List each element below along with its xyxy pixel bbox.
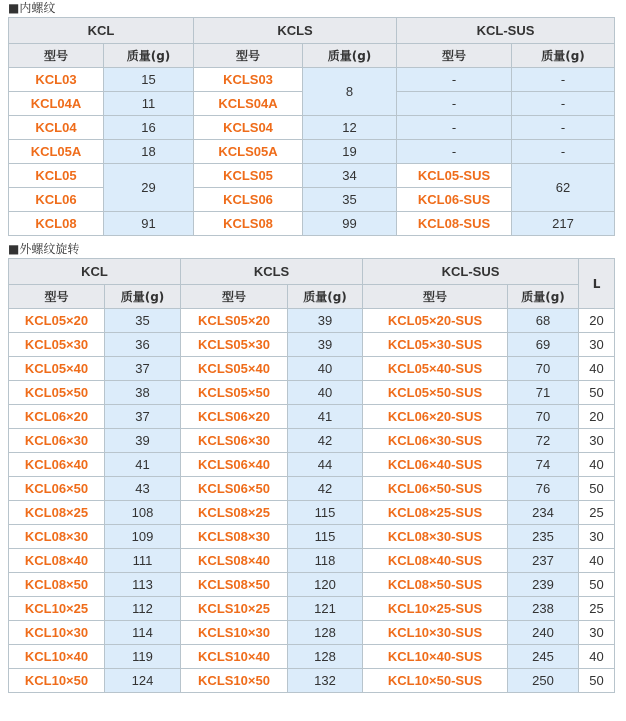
mass-cell: 15 bbox=[104, 68, 194, 92]
length-cell: 40 bbox=[579, 549, 615, 573]
model-cell[interactable]: KCLS06×40 bbox=[181, 453, 288, 477]
model-cell[interactable]: KCL08×30 bbox=[9, 525, 105, 549]
model-cell[interactable]: KCLS06×50 bbox=[181, 477, 288, 501]
mass-cell: 44 bbox=[288, 453, 363, 477]
table-row bbox=[9, 116, 615, 140]
group-header-kcls: KCLS bbox=[181, 259, 363, 285]
mass-cell: 238 bbox=[508, 597, 579, 621]
mass-cell: 35 bbox=[105, 309, 181, 333]
mass-cell: 119 bbox=[105, 645, 181, 669]
model-cell[interactable]: KCLS04A bbox=[194, 92, 303, 116]
mass-cell: 39 bbox=[105, 429, 181, 453]
model-cell[interactable]: KCL05×40-SUS bbox=[363, 357, 508, 381]
col-header-mass: 质量(g) bbox=[288, 285, 363, 309]
col-header-mass: 质量(g) bbox=[104, 44, 194, 68]
col-header-model: 型号 bbox=[397, 44, 512, 68]
length-cell: 30 bbox=[579, 429, 615, 453]
model-cell[interactable]: KCLS08 bbox=[194, 212, 303, 236]
mass-cell: 40 bbox=[288, 357, 363, 381]
table-row bbox=[9, 429, 615, 453]
model-cell[interactable]: KCL08×30-SUS bbox=[363, 525, 508, 549]
length-cell: 50 bbox=[579, 573, 615, 597]
model-cell[interactable]: KCL08×25-SUS bbox=[363, 501, 508, 525]
mass-cell: 240 bbox=[508, 621, 579, 645]
mass-cell: 19 bbox=[303, 140, 397, 164]
model-cell-empty: - bbox=[397, 92, 512, 116]
col-header-model: 型号 bbox=[9, 285, 105, 309]
model-cell[interactable]: KCL05×40 bbox=[9, 357, 105, 381]
mass-cell: 115 bbox=[288, 501, 363, 525]
mass-cell: 124 bbox=[105, 669, 181, 693]
mass-cell: 41 bbox=[288, 405, 363, 429]
model-cell[interactable]: KCL08×50-SUS bbox=[363, 573, 508, 597]
mass-cell: 70 bbox=[508, 357, 579, 381]
model-cell[interactable]: KCL08-SUS bbox=[397, 212, 512, 236]
table-row bbox=[9, 525, 615, 549]
table-row bbox=[9, 140, 615, 164]
model-cell[interactable]: KCL03 bbox=[9, 68, 104, 92]
external-thread-table bbox=[8, 258, 615, 693]
length-cell: 30 bbox=[579, 621, 615, 645]
mass-cell: 118 bbox=[288, 549, 363, 573]
table-row bbox=[9, 164, 615, 188]
mass-cell: 16 bbox=[104, 116, 194, 140]
mass-cell: 132 bbox=[288, 669, 363, 693]
model-cell-empty: - bbox=[397, 140, 512, 164]
model-cell[interactable]: KCL08×40 bbox=[9, 549, 105, 573]
model-cell[interactable]: KCL05×20 bbox=[9, 309, 105, 333]
mass-cell: 69 bbox=[508, 333, 579, 357]
model-cell[interactable]: KCL04A bbox=[9, 92, 104, 116]
mass-cell: 18 bbox=[104, 140, 194, 164]
mass-cell: 115 bbox=[288, 525, 363, 549]
group-header-kcl: KCL bbox=[9, 259, 181, 285]
mass-cell: 42 bbox=[288, 477, 363, 501]
mass-cell: 71 bbox=[508, 381, 579, 405]
model-cell[interactable]: KCL06×30 bbox=[9, 429, 105, 453]
model-cell[interactable]: KCL06×20 bbox=[9, 405, 105, 429]
col-header-model: 型号 bbox=[194, 44, 303, 68]
mass-cell: 74 bbox=[508, 453, 579, 477]
mass-cell: 8 bbox=[303, 68, 397, 116]
table-row bbox=[9, 645, 615, 669]
model-cell[interactable]: KCL05×30 bbox=[9, 333, 105, 357]
model-cell[interactable]: KCLS05×50 bbox=[181, 381, 288, 405]
model-cell[interactable]: KCLS08×30 bbox=[181, 525, 288, 549]
model-cell[interactable]: KCL05-SUS bbox=[397, 164, 512, 188]
length-cell: 50 bbox=[579, 381, 615, 405]
col-header-length: L bbox=[579, 259, 615, 309]
model-cell[interactable]: KCL08×40-SUS bbox=[363, 549, 508, 573]
mass-cell: 37 bbox=[105, 357, 181, 381]
model-cell-empty: - bbox=[397, 68, 512, 92]
mass-cell: 70 bbox=[508, 405, 579, 429]
mass-cell: 113 bbox=[105, 573, 181, 597]
col-header-model: 型号 bbox=[363, 285, 508, 309]
mass-cell: 11 bbox=[104, 92, 194, 116]
mass-cell: 41 bbox=[105, 453, 181, 477]
mass-cell: - bbox=[512, 92, 615, 116]
col-header-mass: 质量(g) bbox=[105, 285, 181, 309]
mass-cell: - bbox=[512, 68, 615, 92]
mass-cell: 40 bbox=[288, 381, 363, 405]
section-title-internal-thread: ■内螺纹 bbox=[8, 1, 56, 15]
mass-cell: 128 bbox=[288, 645, 363, 669]
mass-cell: 120 bbox=[288, 573, 363, 597]
model-cell[interactable]: KCL06×40-SUS bbox=[363, 453, 508, 477]
col-header-mass: 质量(g) bbox=[508, 285, 579, 309]
col-header-mass: 质量(g) bbox=[303, 44, 397, 68]
model-cell[interactable]: KCL10×50 bbox=[9, 669, 105, 693]
table-row bbox=[9, 669, 615, 693]
model-cell[interactable]: KCL05A bbox=[9, 140, 104, 164]
length-cell: 25 bbox=[579, 501, 615, 525]
mass-cell: 114 bbox=[105, 621, 181, 645]
mass-cell: 121 bbox=[288, 597, 363, 621]
table-row bbox=[9, 333, 615, 357]
mass-cell: 128 bbox=[288, 621, 363, 645]
table-row bbox=[9, 501, 615, 525]
table-row bbox=[9, 621, 615, 645]
length-cell: 40 bbox=[579, 357, 615, 381]
model-cell[interactable]: KCL08 bbox=[9, 212, 104, 236]
model-cell[interactable]: KCL05 bbox=[9, 164, 104, 188]
model-cell[interactable]: KCLS06×20 bbox=[181, 405, 288, 429]
length-cell: 50 bbox=[579, 669, 615, 693]
model-cell[interactable]: KCLS05×20 bbox=[181, 309, 288, 333]
table-row bbox=[9, 357, 615, 381]
model-cell[interactable]: KCL10×40 bbox=[9, 645, 105, 669]
model-cell[interactable]: KCLS08×50 bbox=[181, 573, 288, 597]
table-row bbox=[9, 477, 615, 501]
mass-cell: 217 bbox=[512, 212, 615, 236]
model-cell[interactable]: KCLS05 bbox=[194, 164, 303, 188]
model-cell[interactable]: KCL10×25 bbox=[9, 597, 105, 621]
model-cell[interactable]: KCLS10×50 bbox=[181, 669, 288, 693]
model-cell[interactable]: KCLS10×30 bbox=[181, 621, 288, 645]
model-cell[interactable]: KCLS06 bbox=[194, 188, 303, 212]
length-cell: 40 bbox=[579, 453, 615, 477]
mass-cell: 91 bbox=[104, 212, 194, 236]
mass-cell: 36 bbox=[105, 333, 181, 357]
model-cell[interactable]: KCLS05×30 bbox=[181, 333, 288, 357]
col-header-mass: 质量(g) bbox=[512, 44, 615, 68]
length-cell: 20 bbox=[579, 309, 615, 333]
mass-cell: 43 bbox=[105, 477, 181, 501]
model-cell[interactable]: KCL10×30 bbox=[9, 621, 105, 645]
length-cell: 20 bbox=[579, 405, 615, 429]
col-header-model: 型号 bbox=[181, 285, 288, 309]
mass-cell: 39 bbox=[288, 309, 363, 333]
model-cell[interactable]: KCL10×40-SUS bbox=[363, 645, 508, 669]
mass-cell: 235 bbox=[508, 525, 579, 549]
model-cell[interactable]: KCLS06×30 bbox=[181, 429, 288, 453]
mass-cell: 68 bbox=[508, 309, 579, 333]
model-cell[interactable]: KCLS10×25 bbox=[181, 597, 288, 621]
mass-cell: 34 bbox=[303, 164, 397, 188]
model-cell[interactable]: KCL10×25-SUS bbox=[363, 597, 508, 621]
table-row bbox=[9, 68, 615, 92]
mass-cell: 76 bbox=[508, 477, 579, 501]
table-row bbox=[9, 597, 615, 621]
mass-cell: 62 bbox=[512, 164, 615, 212]
model-cell[interactable]: KCL04 bbox=[9, 116, 104, 140]
mass-cell: 38 bbox=[105, 381, 181, 405]
internal-thread-table bbox=[8, 17, 615, 236]
model-cell[interactable]: KCL08×50 bbox=[9, 573, 105, 597]
group-header-kcls: KCLS bbox=[194, 18, 397, 44]
model-cell[interactable]: KCL05×50 bbox=[9, 381, 105, 405]
model-cell[interactable]: KCL06×20-SUS bbox=[363, 405, 508, 429]
length-cell: 25 bbox=[579, 597, 615, 621]
model-cell[interactable]: KCL05×30-SUS bbox=[363, 333, 508, 357]
model-cell-empty: - bbox=[397, 116, 512, 140]
length-cell: 30 bbox=[579, 525, 615, 549]
group-header-kcl-sus: KCL-SUS bbox=[397, 18, 615, 44]
model-cell[interactable]: KCL06×40 bbox=[9, 453, 105, 477]
mass-cell: 37 bbox=[105, 405, 181, 429]
mass-cell: 111 bbox=[105, 549, 181, 573]
model-cell[interactable]: KCLS05×40 bbox=[181, 357, 288, 381]
model-cell[interactable]: KCL10×50-SUS bbox=[363, 669, 508, 693]
model-cell[interactable]: KCLS05A bbox=[194, 140, 303, 164]
mass-cell: 42 bbox=[288, 429, 363, 453]
mass-cell: 108 bbox=[105, 501, 181, 525]
table-row bbox=[9, 212, 615, 236]
model-cell[interactable]: KCLS08×25 bbox=[181, 501, 288, 525]
table-row bbox=[9, 549, 615, 573]
model-cell[interactable]: KCLS04 bbox=[194, 116, 303, 140]
length-cell: 30 bbox=[579, 333, 615, 357]
section-title-external-thread-rotating: ■外螺纹旋转 bbox=[8, 242, 80, 256]
model-cell[interactable]: KCL05×50-SUS bbox=[363, 381, 508, 405]
group-header-kcl-sus: KCL-SUS bbox=[363, 259, 579, 285]
model-cell[interactable]: KCL06 bbox=[9, 188, 104, 212]
length-cell: 50 bbox=[579, 477, 615, 501]
mass-cell: 245 bbox=[508, 645, 579, 669]
mass-cell: 250 bbox=[508, 669, 579, 693]
model-cell[interactable]: KCLS03 bbox=[194, 68, 303, 92]
col-header-model: 型号 bbox=[9, 44, 104, 68]
length-cell: 40 bbox=[579, 645, 615, 669]
table-row bbox=[9, 453, 615, 477]
mass-cell: 99 bbox=[303, 212, 397, 236]
mass-cell: 237 bbox=[508, 549, 579, 573]
mass-cell: 112 bbox=[105, 597, 181, 621]
model-cell[interactable]: KCLS08×40 bbox=[181, 549, 288, 573]
table-row bbox=[9, 381, 615, 405]
mass-cell: 72 bbox=[508, 429, 579, 453]
model-cell[interactable]: KCL10×30-SUS bbox=[363, 621, 508, 645]
mass-cell: 109 bbox=[105, 525, 181, 549]
model-cell[interactable]: KCLS10×40 bbox=[181, 645, 288, 669]
model-cell[interactable]: KCL06×50-SUS bbox=[363, 477, 508, 501]
table-row bbox=[9, 573, 615, 597]
model-cell[interactable]: KCL05×20-SUS bbox=[363, 309, 508, 333]
table-row bbox=[9, 309, 615, 333]
mass-cell: - bbox=[512, 140, 615, 164]
group-header-kcl: KCL bbox=[9, 18, 194, 44]
mass-cell: 35 bbox=[303, 188, 397, 212]
mass-cell: 39 bbox=[288, 333, 363, 357]
mass-cell: 29 bbox=[104, 164, 194, 212]
mass-cell: 239 bbox=[508, 573, 579, 597]
mass-cell: 234 bbox=[508, 501, 579, 525]
model-cell[interactable]: KCL06×50 bbox=[9, 477, 105, 501]
model-cell[interactable]: KCL06×30-SUS bbox=[363, 429, 508, 453]
model-cell[interactable]: KCL08×25 bbox=[9, 501, 105, 525]
table-row bbox=[9, 405, 615, 429]
model-cell[interactable]: KCL06-SUS bbox=[397, 188, 512, 212]
mass-cell: 12 bbox=[303, 116, 397, 140]
mass-cell: - bbox=[512, 116, 615, 140]
